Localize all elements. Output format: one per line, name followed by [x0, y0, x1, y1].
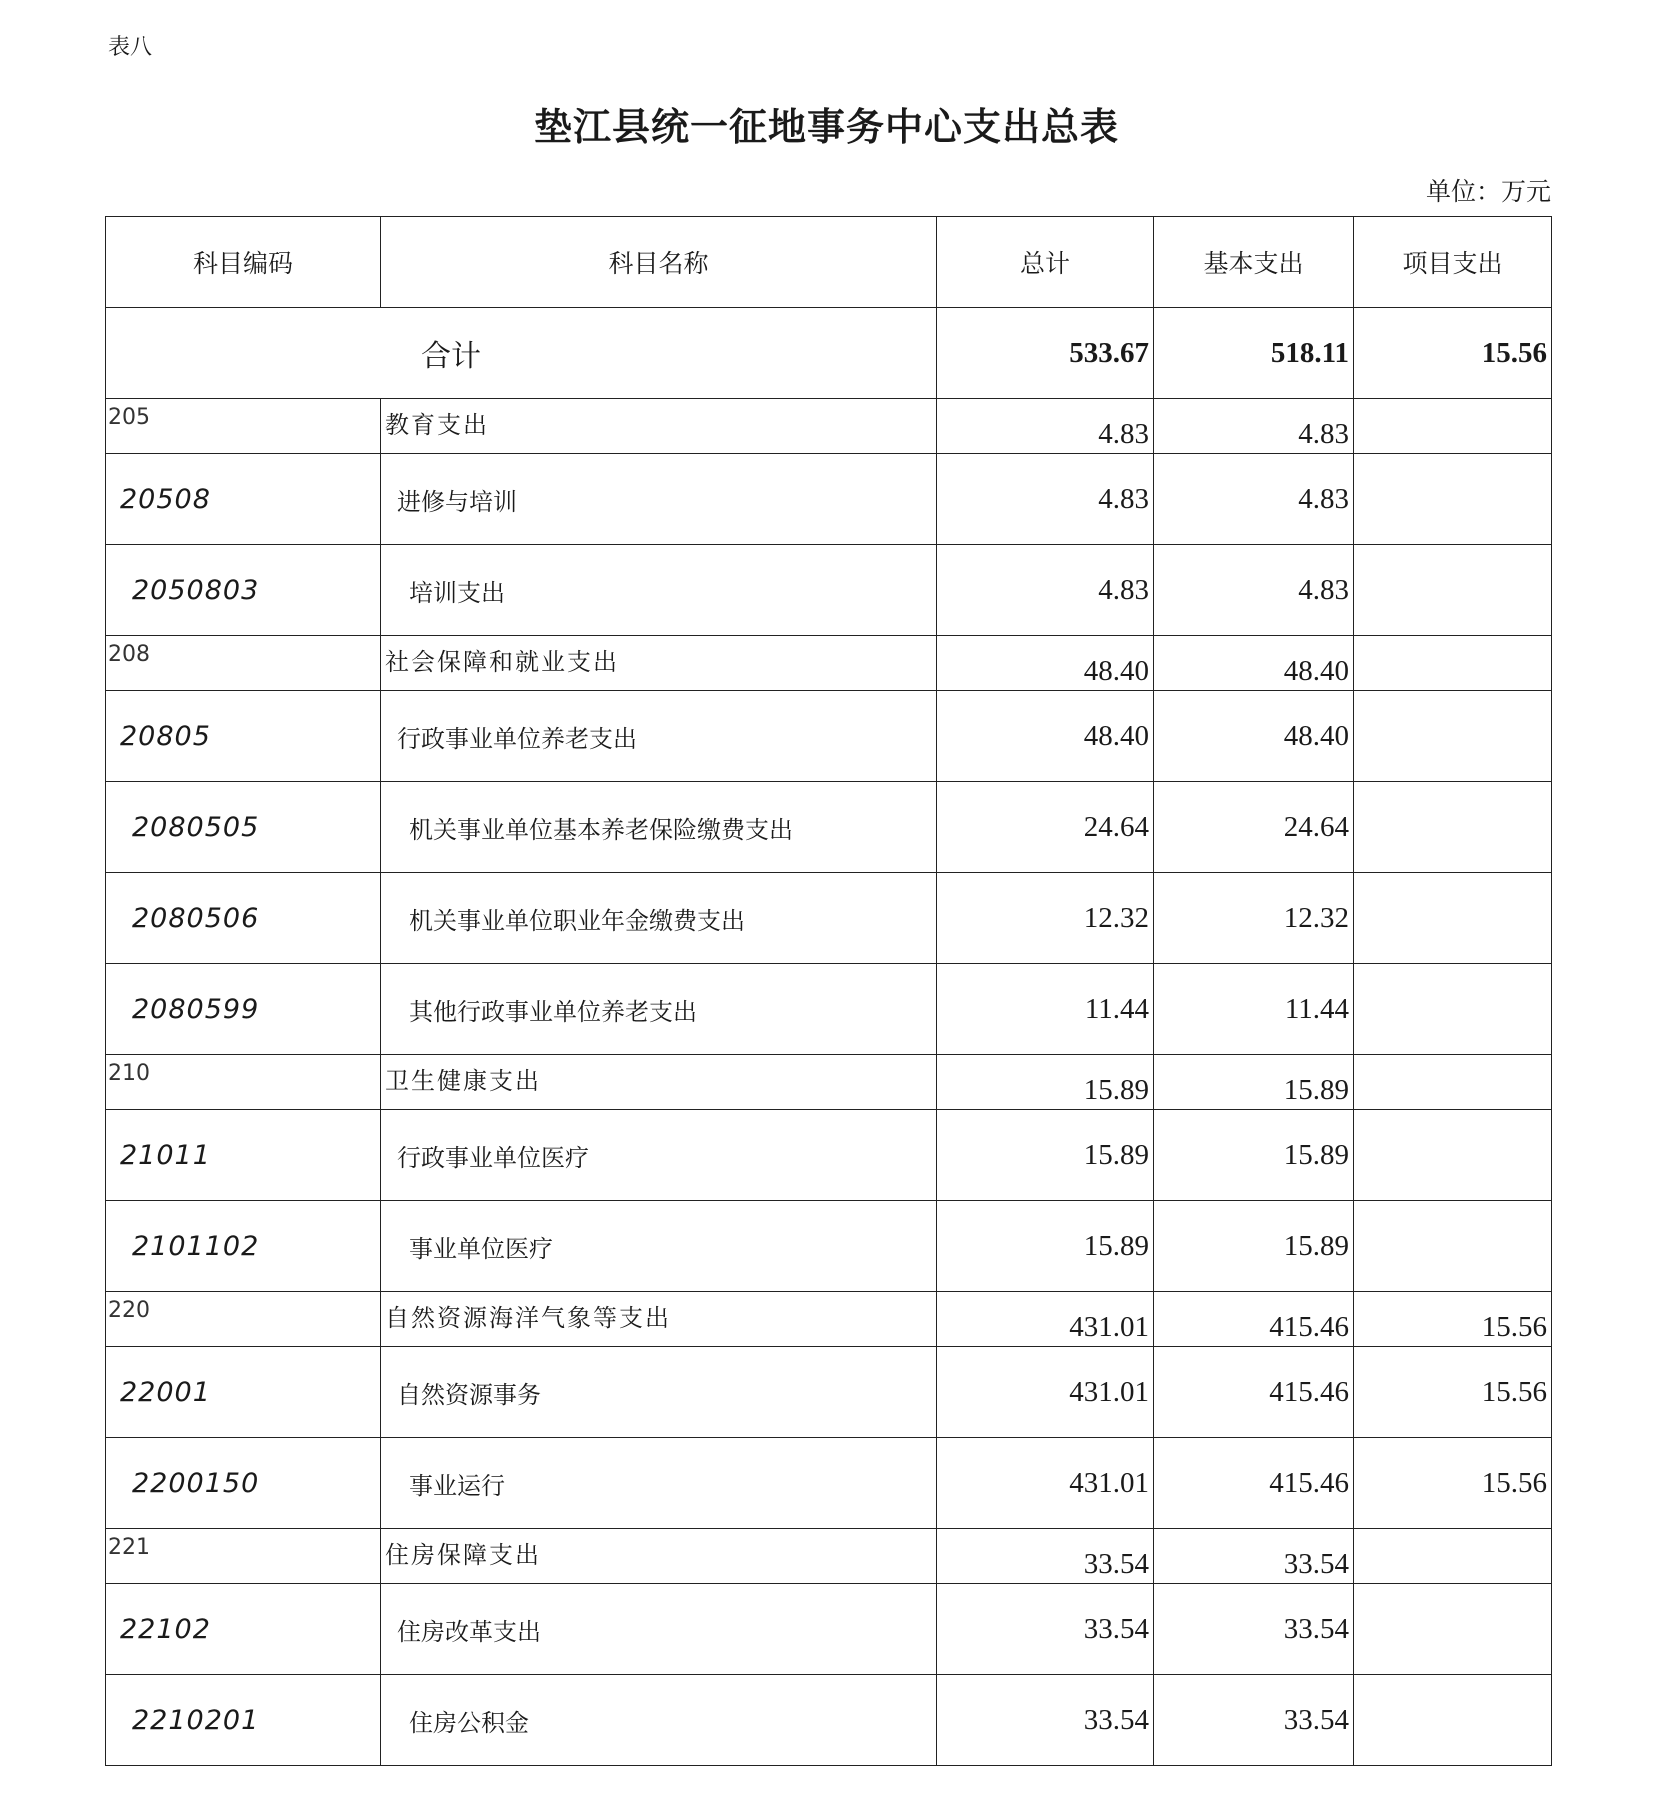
project-cell: [1354, 636, 1552, 691]
total-cell: 4.83: [937, 399, 1154, 454]
basic-cell: 15.89: [1154, 1055, 1354, 1110]
name-cell: 卫生健康支出: [381, 1055, 937, 1110]
table-row: [106, 545, 1552, 636]
project-cell: [1354, 1675, 1552, 1766]
name-cell: 行政事业单位养老支出: [381, 691, 937, 782]
summary-total: 533.67: [937, 308, 1154, 399]
total-cell: 12.32: [937, 873, 1154, 964]
code-cell: 221: [106, 1529, 381, 1584]
summary-basic: 518.11: [1154, 308, 1354, 399]
table-row: [106, 636, 1552, 691]
project-cell: [1354, 873, 1552, 964]
project-cell: [1354, 1201, 1552, 1292]
name-cell: 事业单位医疗: [381, 1201, 937, 1292]
header-code: 科目编码: [106, 217, 381, 308]
code-cell: 205: [106, 399, 381, 454]
table-row: [106, 1201, 1552, 1292]
basic-cell: 15.89: [1154, 1110, 1354, 1201]
name-cell: 社会保障和就业支出: [381, 636, 937, 691]
table-row: [106, 691, 1552, 782]
total-cell: 431.01: [937, 1347, 1154, 1438]
name-cell: 住房保障支出: [381, 1529, 937, 1584]
basic-cell: 4.83: [1154, 454, 1354, 545]
project-cell: 15.56: [1354, 1438, 1552, 1529]
header-name: 科目名称: [381, 217, 937, 308]
total-cell: 24.64: [937, 782, 1154, 873]
summary-label: 合计: [106, 308, 937, 399]
table-row: [106, 1675, 1552, 1766]
code-cell: 220: [106, 1292, 381, 1347]
table-row: [106, 1055, 1552, 1110]
table-row: [106, 782, 1552, 873]
basic-cell: 12.32: [1154, 873, 1354, 964]
total-cell: 431.01: [937, 1438, 1154, 1529]
project-cell: [1354, 1584, 1552, 1675]
project-cell: [1354, 964, 1552, 1055]
code-cell: 20508: [106, 454, 381, 545]
table-row: [106, 1292, 1552, 1347]
code-cell: 2080505: [106, 782, 381, 873]
basic-cell: 33.54: [1154, 1584, 1354, 1675]
code-cell: 208: [106, 636, 381, 691]
total-cell: 33.54: [937, 1584, 1154, 1675]
table-row: [106, 454, 1552, 545]
table-row: [106, 399, 1552, 454]
project-cell: [1354, 545, 1552, 636]
basic-cell: 24.64: [1154, 782, 1354, 873]
basic-cell: 415.46: [1154, 1347, 1354, 1438]
header-row: [106, 217, 1552, 308]
header-basic: 基本支出: [1154, 217, 1354, 308]
code-cell: 20805: [106, 691, 381, 782]
basic-cell: 415.46: [1154, 1438, 1354, 1529]
code-cell: 2200150: [106, 1438, 381, 1529]
table-row: [106, 1110, 1552, 1201]
table-body: [106, 308, 1552, 1766]
total-cell: 33.54: [937, 1675, 1154, 1766]
project-cell: [1354, 691, 1552, 782]
code-cell: 2080599: [106, 964, 381, 1055]
project-cell: [1354, 1529, 1552, 1584]
basic-cell: 4.83: [1154, 399, 1354, 454]
header-total: 总计: [937, 217, 1154, 308]
basic-cell: 33.54: [1154, 1529, 1354, 1584]
total-cell: 15.89: [937, 1055, 1154, 1110]
total-cell: 48.40: [937, 691, 1154, 782]
total-cell: 15.89: [937, 1201, 1154, 1292]
project-cell: [1354, 1110, 1552, 1201]
name-cell: 教育支出: [381, 399, 937, 454]
total-cell: 4.83: [937, 545, 1154, 636]
table-row: [106, 1529, 1552, 1584]
table-row: [106, 1438, 1552, 1529]
summary-row: [106, 308, 1552, 399]
total-cell: 4.83: [937, 454, 1154, 545]
project-cell: [1354, 399, 1552, 454]
name-cell: 其他行政事业单位养老支出: [381, 964, 937, 1055]
page-title: 垫江县统一征地事务中心支出总表: [533, 104, 1119, 149]
code-cell: 22102: [106, 1584, 381, 1675]
basic-cell: 15.89: [1154, 1201, 1354, 1292]
name-cell: 机关事业单位基本养老保险缴费支出: [381, 782, 937, 873]
basic-cell: 4.83: [1154, 545, 1354, 636]
total-cell: 431.01: [937, 1292, 1154, 1347]
name-cell: 自然资源海洋气象等支出: [381, 1292, 937, 1347]
unit-label: 单位：万元: [1425, 177, 1551, 206]
code-cell: 2210201: [106, 1675, 381, 1766]
total-cell: 11.44: [937, 964, 1154, 1055]
code-cell: 210: [106, 1055, 381, 1110]
name-cell: 进修与培训: [381, 454, 937, 545]
name-cell: 自然资源事务: [381, 1347, 937, 1438]
summary-project: 15.56: [1354, 308, 1552, 399]
code-cell: 2080506: [106, 873, 381, 964]
name-cell: 事业运行: [381, 1438, 937, 1529]
total-cell: 33.54: [937, 1529, 1154, 1584]
name-cell: 培训支出: [381, 545, 937, 636]
name-cell: 行政事业单位医疗: [381, 1110, 937, 1201]
name-cell: 机关事业单位职业年金缴费支出: [381, 873, 937, 964]
total-cell: 48.40: [937, 636, 1154, 691]
project-cell: 15.56: [1354, 1292, 1552, 1347]
basic-cell: 48.40: [1154, 636, 1354, 691]
code-cell: 2050803: [106, 545, 381, 636]
project-cell: [1354, 782, 1552, 873]
table-row: [106, 873, 1552, 964]
expenditure-table: [105, 216, 1552, 1766]
project-cell: [1354, 454, 1552, 545]
name-cell: 住房公积金: [381, 1675, 937, 1766]
code-cell: 2101102: [106, 1201, 381, 1292]
project-cell: [1354, 1055, 1552, 1110]
total-cell: 15.89: [937, 1110, 1154, 1201]
project-cell: 15.56: [1354, 1347, 1552, 1438]
basic-cell: 48.40: [1154, 691, 1354, 782]
table-row: [106, 1347, 1552, 1438]
code-cell: 21011: [106, 1110, 381, 1201]
basic-cell: 11.44: [1154, 964, 1354, 1055]
table-row: [106, 1584, 1552, 1675]
name-cell: 住房改革支出: [381, 1584, 937, 1675]
header-project: 项目支出: [1354, 217, 1552, 308]
basic-cell: 33.54: [1154, 1675, 1354, 1766]
code-cell: 22001: [106, 1347, 381, 1438]
table-number-label: 表八: [108, 35, 153, 60]
table-row: [106, 964, 1552, 1055]
basic-cell: 415.46: [1154, 1292, 1354, 1347]
